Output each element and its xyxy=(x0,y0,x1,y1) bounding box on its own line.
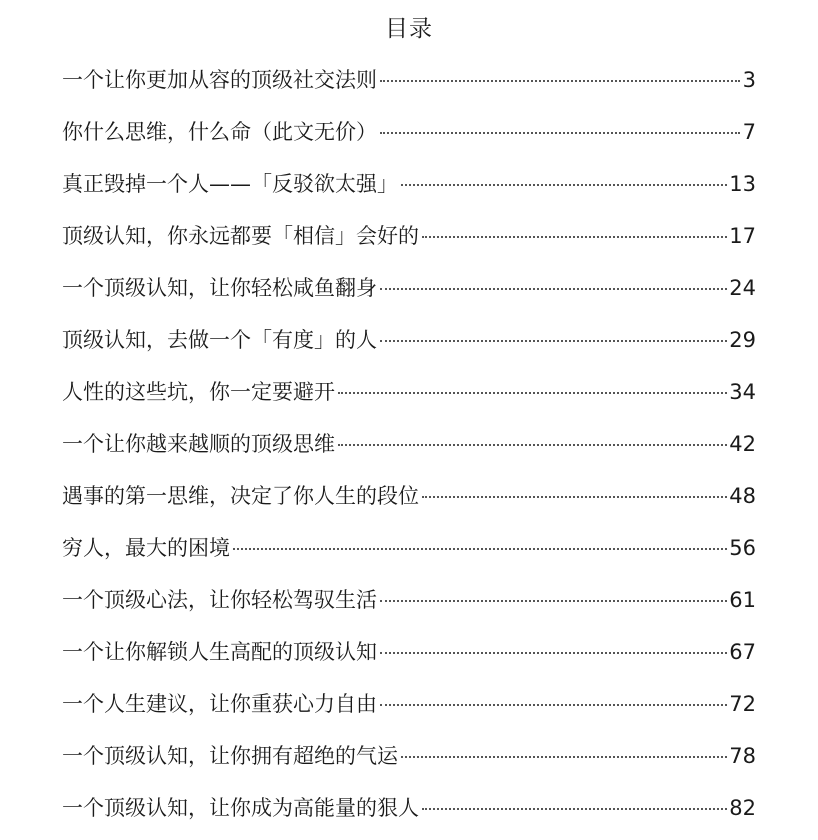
toc-entry[interactable] xyxy=(62,578,756,630)
toc-entry[interactable] xyxy=(62,422,756,474)
dot-leader xyxy=(380,704,727,706)
toc-entry[interactable] xyxy=(62,682,756,734)
toc-entry-page: 48 xyxy=(729,484,756,508)
toc-entry[interactable] xyxy=(62,630,756,682)
toc-entry[interactable] xyxy=(62,526,756,578)
toc-entry-title: 一个让你越来越顺的顶级思维 xyxy=(62,432,335,456)
toc-list xyxy=(62,58,756,838)
toc-entry[interactable] xyxy=(62,370,756,422)
dot-leader xyxy=(380,80,740,82)
dot-leader xyxy=(380,600,727,602)
toc-entry-title: 一个人生建议，让你重获心力自由 xyxy=(62,692,377,716)
toc-entry-page: 7 xyxy=(742,120,756,144)
toc-title: 目录 xyxy=(385,16,433,42)
toc-entry[interactable] xyxy=(62,474,756,526)
toc-entry-page: 13 xyxy=(729,172,756,196)
dot-leader xyxy=(338,392,727,394)
dot-leader xyxy=(401,184,727,186)
toc-entry-page: 42 xyxy=(729,432,756,456)
toc-entry-title: 一个顶级认知，让你轻松咸鱼翻身 xyxy=(62,276,377,300)
toc-entry-title: 遇事的第一思维，决定了你人生的段位 xyxy=(62,484,419,508)
toc-entry-page: 3 xyxy=(742,68,756,92)
toc-entry[interactable] xyxy=(62,214,756,266)
toc-entry-title: 一个顶级认知，让你成为高能量的狠人 xyxy=(62,796,419,820)
toc-entry-page: 29 xyxy=(729,328,756,352)
dot-leader xyxy=(401,756,727,758)
toc-entry[interactable] xyxy=(62,786,756,838)
toc-entry[interactable] xyxy=(62,266,756,318)
dot-leader xyxy=(422,496,727,498)
dot-leader xyxy=(233,548,727,550)
toc-entry-title: 一个让你解锁人生高配的顶级认知 xyxy=(62,640,377,664)
toc-entry-title: 你什么思维，什么命（此文无价） xyxy=(62,120,377,144)
toc-entry-title: 一个顶级心法，让你轻松驾驭生活 xyxy=(62,588,377,612)
toc-entry-page: 78 xyxy=(729,744,756,768)
toc-entry-page: 61 xyxy=(729,588,756,612)
toc-entry[interactable] xyxy=(62,162,756,214)
dot-leader xyxy=(380,340,727,342)
dot-leader xyxy=(380,652,727,654)
dot-leader xyxy=(422,236,727,238)
toc-entry-title: 顶级认知，去做一个「有度」的人 xyxy=(62,328,377,352)
toc-entry-page: 34 xyxy=(729,380,756,404)
toc-entry-page: 82 xyxy=(729,796,756,820)
toc-entry-page: 24 xyxy=(729,276,756,300)
toc-entry-title: 真正毁掉一个人——「反驳欲太强」 xyxy=(62,172,398,196)
toc-entry-page: 56 xyxy=(729,536,756,560)
dot-leader xyxy=(338,444,727,446)
toc-entry-page: 17 xyxy=(729,224,756,248)
toc-entry-title: 顶级认知，你永远都要「相信」会好的 xyxy=(62,224,419,248)
toc-entry-page: 72 xyxy=(729,692,756,716)
toc-entry[interactable] xyxy=(62,58,756,110)
toc-entry-title: 人性的这些坑，你一定要避开 xyxy=(62,380,335,404)
toc-entry-page: 67 xyxy=(729,640,756,664)
dot-leader xyxy=(380,288,727,290)
toc-entry-title: 一个让你更加从容的顶级社交法则 xyxy=(62,68,377,92)
dot-leader xyxy=(380,132,740,134)
toc-entry-title: 穷人，最大的困境 xyxy=(62,536,230,560)
toc-entry[interactable] xyxy=(62,318,756,370)
toc-entry[interactable] xyxy=(62,734,756,786)
dot-leader xyxy=(422,808,727,810)
toc-entry[interactable] xyxy=(62,110,756,162)
toc-entry-title: 一个顶级认知，让你拥有超绝的气运 xyxy=(62,744,398,768)
